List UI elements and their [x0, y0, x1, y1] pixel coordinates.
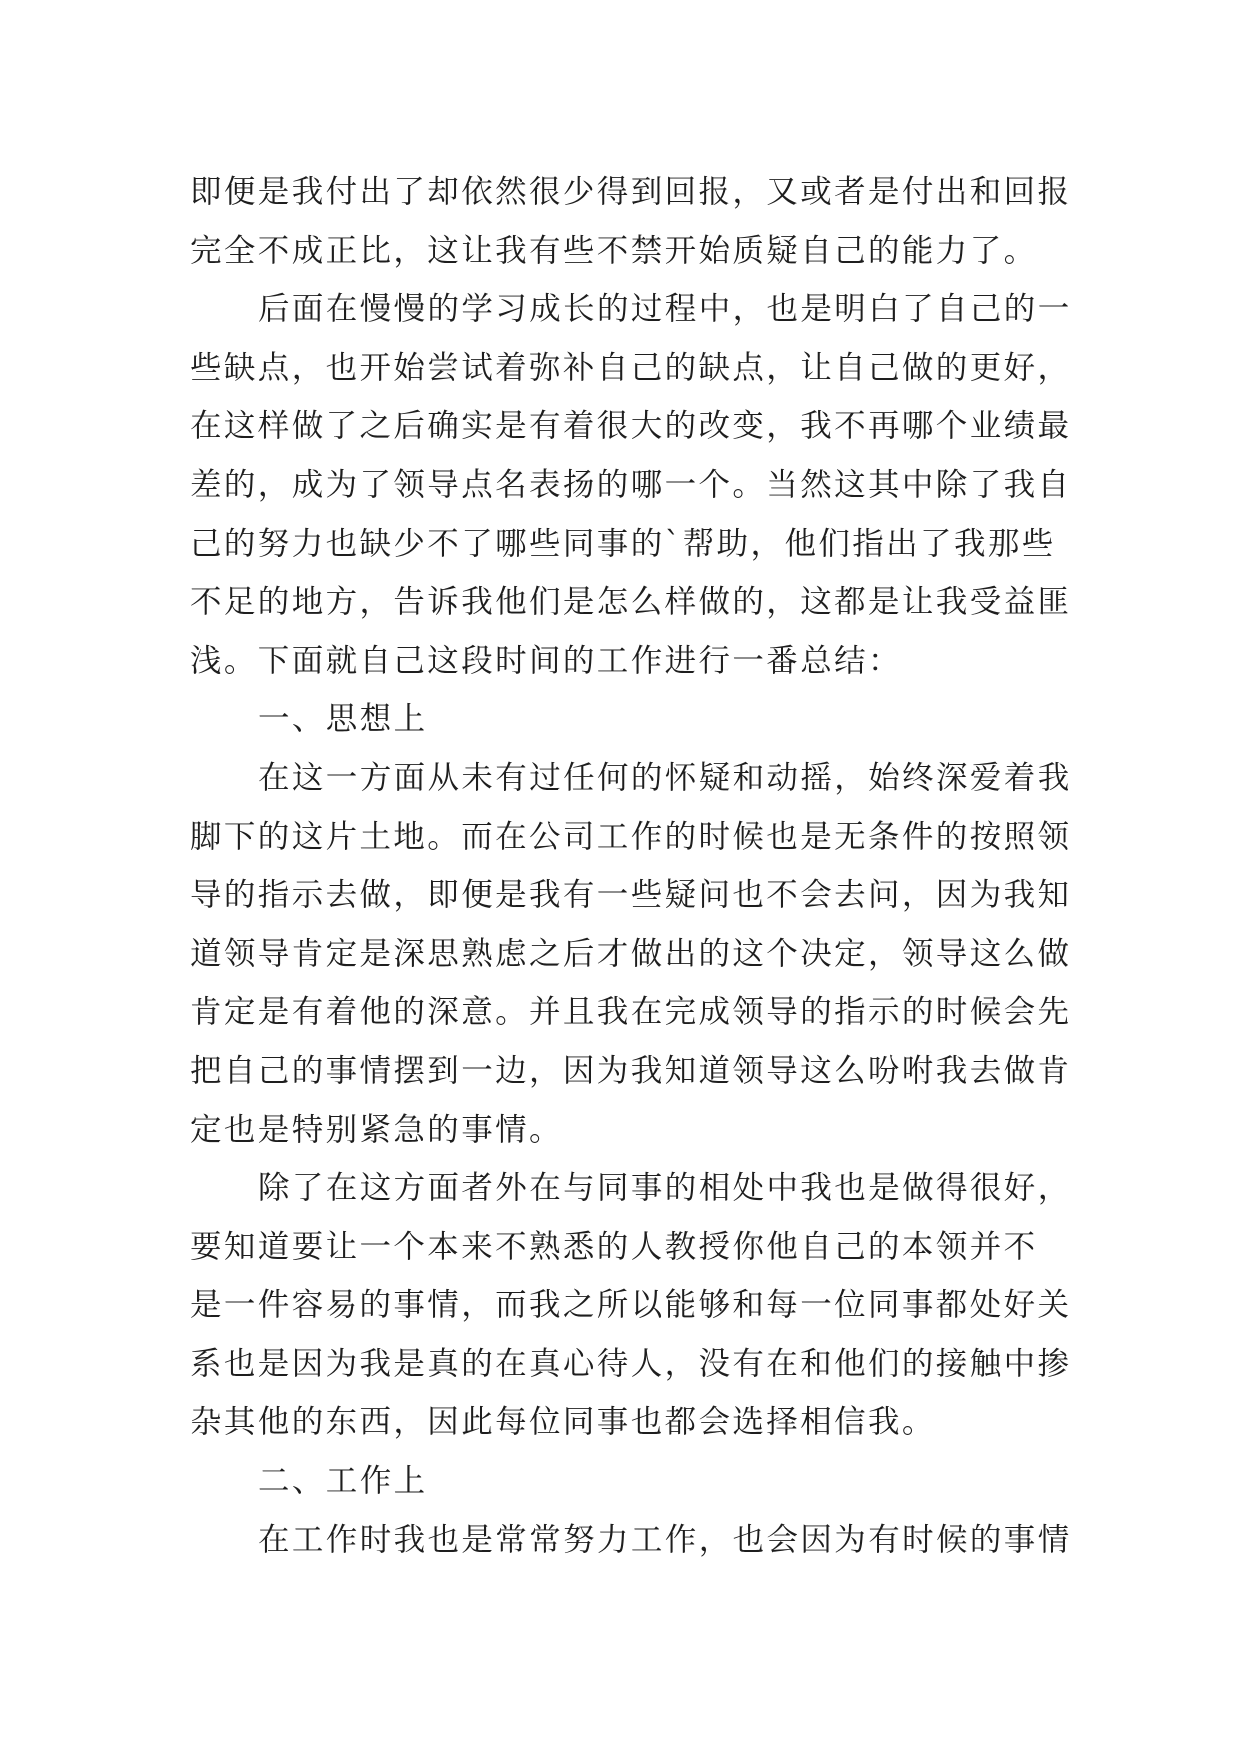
- text-line: 在工作时我也是常常努力工作，也会因为有时候的事情: [258, 1521, 1072, 1558]
- text-line: 除了在这方面者外在与同事的相处中我也是做得很好，: [258, 1170, 1072, 1207]
- text-line: 杂其他的东西，因此每位同事也都会选择相信我。: [190, 1404, 936, 1441]
- text-line: 在这样做了之后确实是有着很大的改变，我不再哪个业绩最: [190, 408, 1072, 445]
- text-line: 后面在慢慢的学习成长的过程中，也是明白了自己的一: [258, 291, 1072, 328]
- text-line: 导的指示去做，即便是我有一些疑问也不会去问，因为我知: [190, 877, 1072, 914]
- text-line: 要知道要让一个本来不熟悉的人教授你他自己的本领并不: [190, 1228, 1038, 1265]
- text-line: 己的努力也缺少不了哪些同事的`帮助，他们指出了我那些: [190, 525, 1056, 562]
- text-line: 些缺点，也开始尝试着弥补自己的缺点，让自己做的更好，: [190, 349, 1072, 386]
- section-heading: 一、思想上: [258, 701, 428, 738]
- text-line: 不足的地方，告诉我他们是怎么样做的，这都是让我受益匪: [190, 584, 1072, 621]
- text-line: 即便是我付出了却依然很少得到回报，又或者是付出和回报: [190, 174, 1072, 210]
- text-line: 系也是因为我是真的在真心待人，没有在和他们的接触中掺: [190, 1345, 1072, 1382]
- text-line: 把自己的事情摆到一边，因为我知道领导这么吩咐我去做肯: [190, 1052, 1072, 1089]
- text-line: 完全不成正比，这让我有些不禁开始质疑自己的能力了。: [190, 232, 1038, 269]
- text-line: 肯定是有着他的深意。并且我在完成领导的指示的时候会先: [190, 994, 1072, 1031]
- text-line: 在这一方面从未有过任何的怀疑和动摇，始终深爱着我: [258, 759, 1072, 796]
- text-line: 道领导肯定是深思熟虑之后才做出的这个决定，领导这么做: [190, 935, 1072, 972]
- text-line: 浅。下面就自己这段时间的工作进行一番总结：: [190, 642, 902, 679]
- text-line: 差的，成为了领导点名表扬的哪一个。当然这其中除了我自: [190, 466, 1072, 503]
- text-line: 是一件容易的事情，而我之所以能够和每一位同事都处好关: [190, 1287, 1072, 1324]
- body-text: [190, 163, 1070, 1569]
- text-line: 脚下的这片土地。而在公司工作的时候也是无条件的按照领: [190, 818, 1072, 855]
- section-heading: 二、工作上: [258, 1463, 428, 1500]
- text-line: 定也是特别紧急的事情。: [190, 1111, 563, 1148]
